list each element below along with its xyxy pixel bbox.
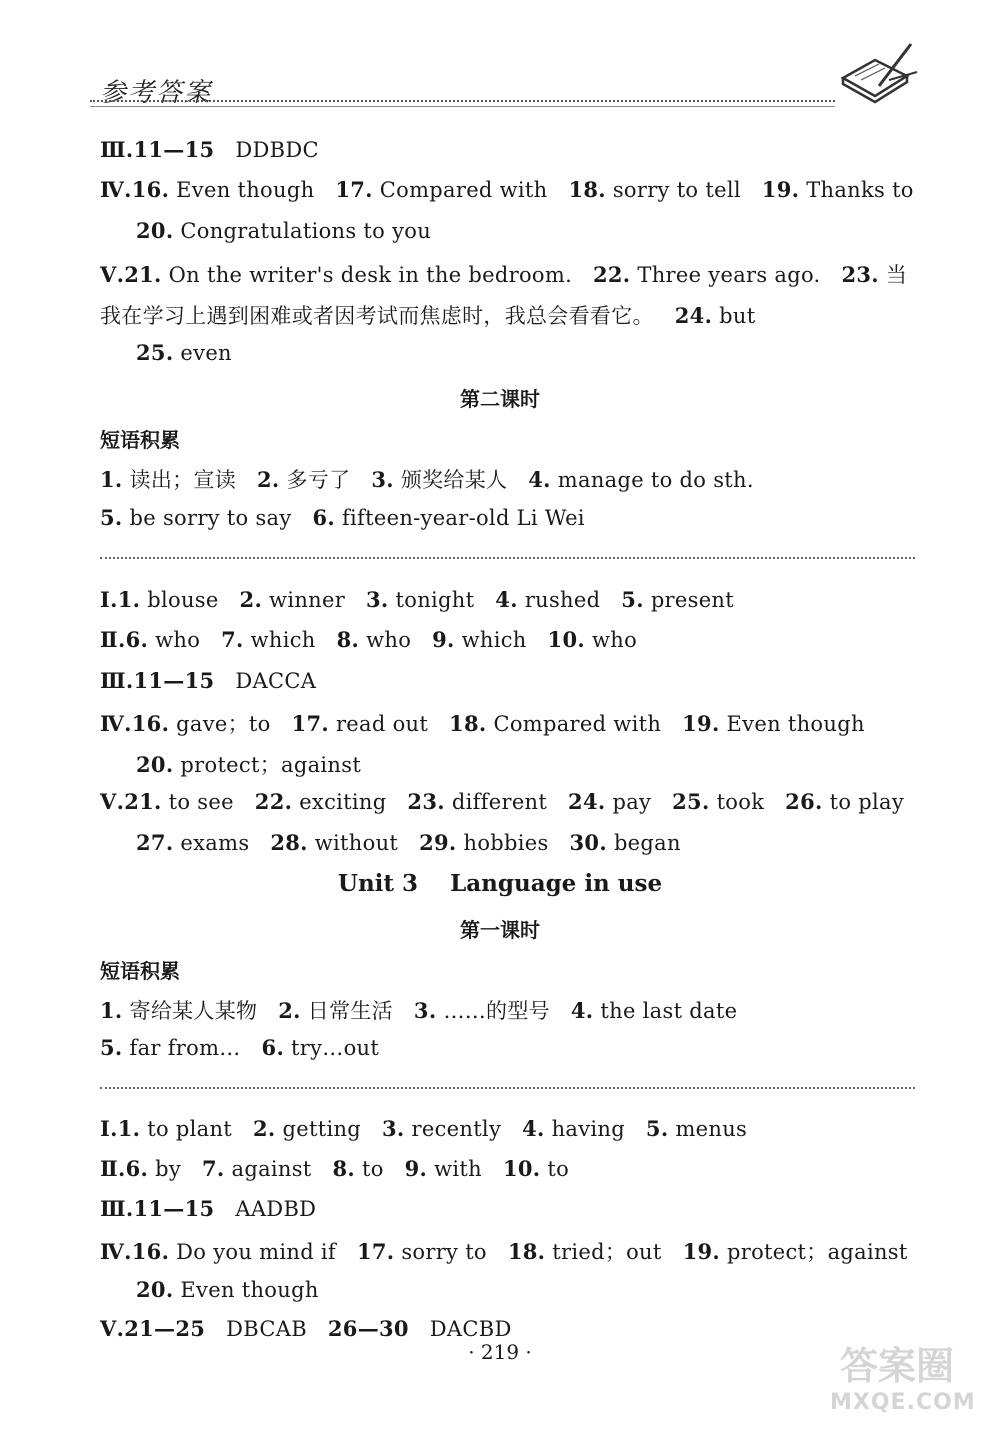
- watermark-text-top: 答案圈: [840, 1344, 955, 1388]
- answer-line-iii: Ⅲ.11—15 DACCA: [100, 668, 317, 693]
- answer-line-iv: Ⅳ.16. Do you mind if 17. sorry to 18. tried；out 19. protect；against: [100, 1239, 908, 1264]
- answer-line-iv: Ⅳ.16. Even though 17. Compared with 18. sorry to tell 19. Thanks to: [100, 177, 914, 202]
- answer-line-v: Ⅴ.21—25 DBCAB 26—30 DACBD: [100, 1316, 512, 1341]
- lesson-title: 第一课时: [460, 918, 540, 942]
- page-number: · 219 ·: [468, 1340, 532, 1364]
- answer-line-v: Ⅴ.21. to see 22. exciting 23. different 24. pay 25. took 26. to play: [100, 789, 904, 814]
- section-divider: [100, 557, 915, 559]
- notebook-pen-icon: [835, 40, 920, 110]
- section-divider: [100, 1087, 915, 1089]
- answer-line-20: 20. Even though: [136, 1277, 319, 1302]
- answer-line-20: 20. Congratulations to you: [136, 218, 432, 243]
- phrases-heading: 短语积累: [100, 959, 180, 983]
- answer-line-23-cont: 我在学习上遇到困难或者因考试而焦虑时，我总会看看它。 24. but: [100, 303, 756, 328]
- phrases-heading: 短语积累: [100, 428, 180, 452]
- answer-line-i: Ⅰ.1. blouse 2. winner 3. tonight 4. rushed 5. present: [100, 587, 734, 612]
- answer-line-25: 25. even: [136, 340, 232, 365]
- watermark-logo: [830, 1335, 990, 1425]
- answer-line-v: Ⅴ.21. On the writer's desk in the bedroom. 22. Three years ago. 23. 当: [100, 262, 908, 287]
- phrases-line-2: 5. far from… 6. try…out: [100, 1035, 380, 1060]
- answer-line-ii: Ⅱ.6. who 7. which 8. who 9. which 10. who: [100, 627, 638, 652]
- answer-line-ii: Ⅱ.6. by 7. against 8. to 9. with 10. to: [100, 1156, 570, 1181]
- lesson-title: 第二课时: [460, 387, 540, 411]
- answer-line-20: 20. protect；against: [136, 752, 362, 777]
- header-solid-rule: [90, 106, 835, 107]
- answer-line-iii: Ⅲ.11—15 AADBD: [100, 1196, 317, 1221]
- header-dotted-rule: [90, 100, 835, 102]
- phrases-line-1: 1. 寄给某人某物 2. 日常生活 3. ……的型号 4. the last date: [100, 998, 738, 1023]
- unit-title: Unit 3 Language in use: [337, 870, 663, 897]
- header-title: 参考答案: [100, 78, 213, 108]
- phrases-line-2: 5. be sorry to say 6. fifteen-year-old Li Wei: [100, 505, 585, 530]
- page-header: [90, 60, 920, 120]
- answer-line-iv: Ⅳ.16. gave；to 17. read out 18. Compared with 19. Even though: [100, 711, 865, 736]
- watermark-text-bottom: MXQE.COM: [830, 1390, 976, 1415]
- answer-line-27-30: 27. exams 28. without 29. hobbies 30. began: [136, 830, 681, 855]
- answer-line-iii: Ⅲ.11—15 DDBDC: [100, 137, 319, 162]
- answer-line-i: Ⅰ.1. to plant 2. getting 3. recently 4. having 5. menus: [100, 1116, 748, 1141]
- phrases-line-1: 1. 读出；宣读 2. 多亏了 3. 颁奖给某人 4. manage to do sth.: [100, 467, 754, 492]
